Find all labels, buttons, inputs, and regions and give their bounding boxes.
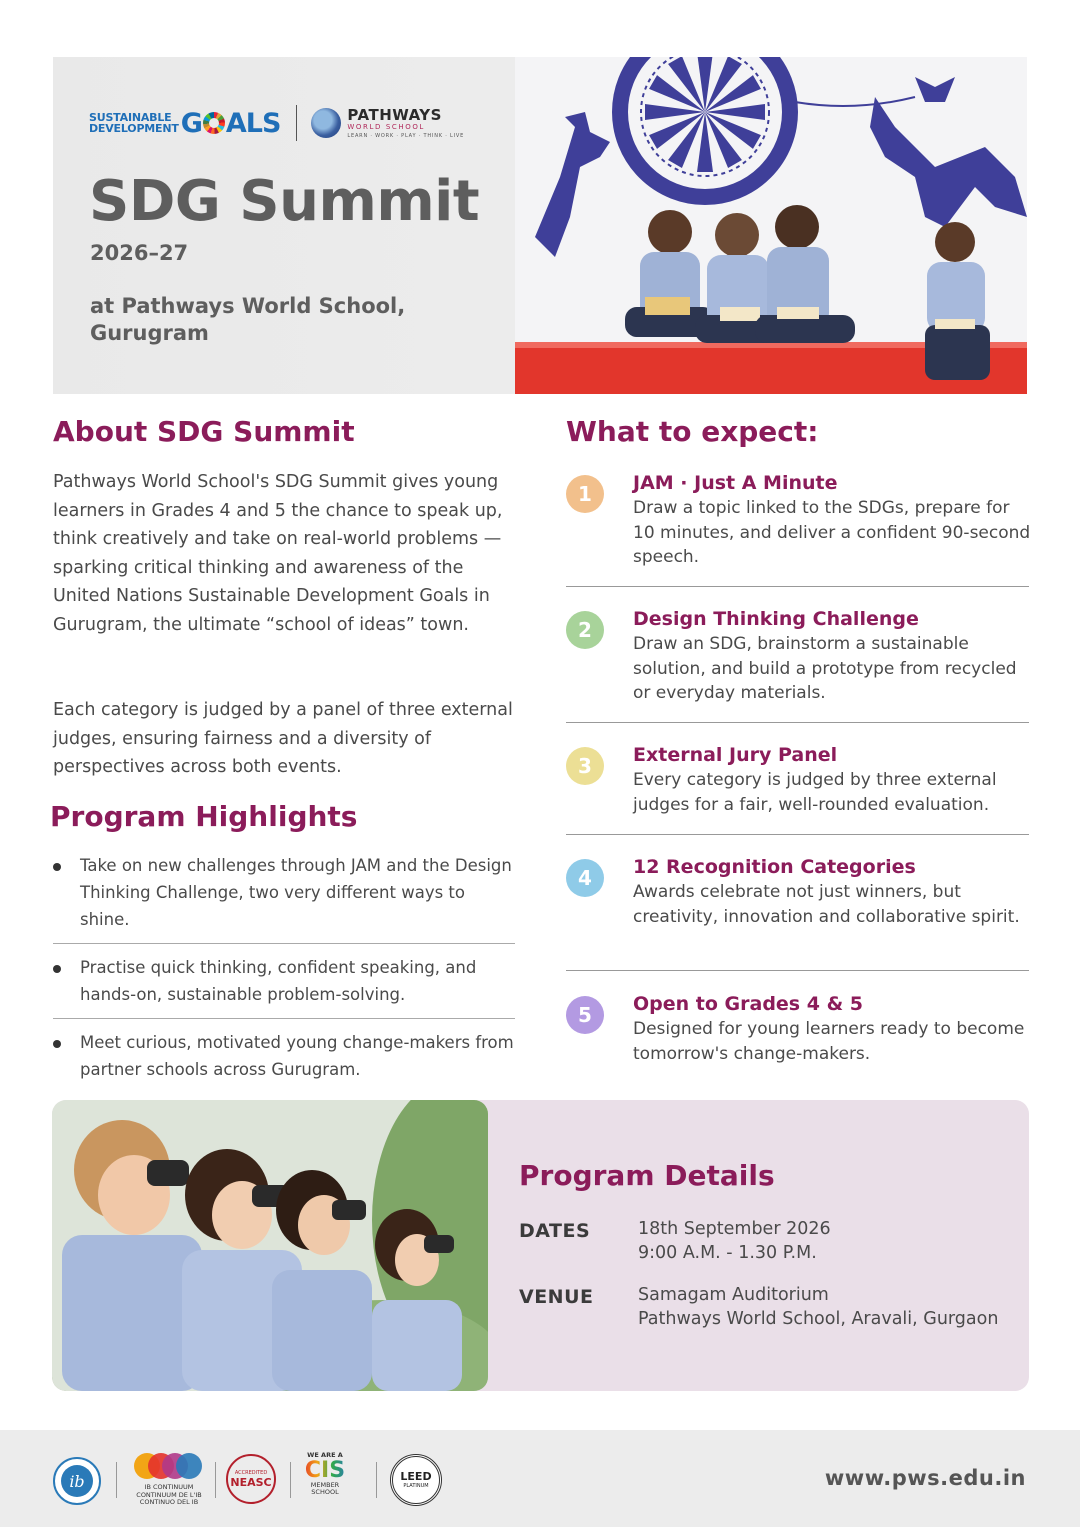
- details-photo-illustration: [52, 1100, 488, 1391]
- page-year: 2026–27: [90, 241, 189, 265]
- page-location: at Pathways World School, Gurugram: [90, 294, 406, 345]
- cis-school-text: SCHOOL: [311, 1488, 339, 1496]
- bullet-icon: [53, 965, 61, 973]
- expect-title: 12 Recognition Categories: [633, 856, 916, 878]
- expect-title: JAM · Just A Minute: [633, 472, 838, 494]
- ib-continuum-es: CONTINUO DEL IB: [139, 1498, 199, 1506]
- cis-logo: [302, 1452, 348, 1497]
- ib-logo: [52, 1456, 102, 1510]
- expect-title: Design Thinking Challenge: [633, 608, 919, 630]
- website-link[interactable]: www.pws.edu.in: [824, 1466, 1026, 1490]
- details-heading: Program Details: [519, 1159, 775, 1192]
- hero-banner: [53, 57, 1027, 394]
- expect-desc: Designed for young learners ready to become tomorrow's change-makers.: [633, 1019, 1025, 1064]
- bullet-icon: [53, 1040, 61, 1048]
- dates-label: DATES: [519, 1220, 591, 1242]
- expect-desc: Awards celebrate not just winners, but creativity, innovation and collaborative spirit.: [633, 882, 1020, 927]
- hero-photo-students-reading: [515, 57, 1027, 394]
- neasc-text: NEASC: [230, 1475, 272, 1489]
- svg-text:ib: ib: [69, 1472, 85, 1491]
- neasc-ring-text: ACCREDITED: [234, 1469, 268, 1476]
- about-paragraph-1: Pathways World School's SDG Summit gives young learners in Grades 4 and 5 the chance to speak up, think creatively and take on real-world problems — sparking critical thinking and awareness of the United Nations Sustainable Development Goals in Gurugram, the ultimate “school of ideas” town.: [53, 472, 503, 635]
- highlight-text: Meet curious, motivated young change-makers from partner schools across Gurugram.: [80, 1033, 514, 1079]
- hero-photo-illustration: [515, 57, 1027, 394]
- list-item: [53, 1029, 515, 1093]
- program-details-card: [52, 1100, 1029, 1391]
- dates-line-2: 9:00 A.M. - 1.30 P.M.: [638, 1243, 817, 1263]
- sdg-logo-line2: DEVELOPMENT: [89, 122, 179, 135]
- divider: [566, 722, 1029, 723]
- expect-heading: What to expect:: [566, 415, 819, 448]
- neasc-logo: [226, 1454, 276, 1504]
- logo-divider: [296, 105, 297, 141]
- number-badge: 4: [566, 859, 604, 897]
- sdg-logo-als: ALS: [225, 107, 281, 139]
- footer-divider: [215, 1462, 216, 1498]
- expect-desc: Draw an SDG, brainstorm a sustainable solution, and build a prototype from recycled or everyday materials.: [633, 634, 1017, 703]
- ib-continuum-logo: [133, 1452, 205, 1507]
- highlights-list: [53, 852, 515, 1093]
- ib-continuum-en: IB CONTINUUM: [144, 1483, 194, 1491]
- ib-seal-icon: [52, 1456, 102, 1506]
- about-paragraph-2: Each category is judged by a panel of three external judges, ensuring fairness and a diversity of perspectives across both events.: [53, 700, 513, 778]
- footer-divider: [290, 1462, 291, 1498]
- divider: [566, 586, 1029, 587]
- sdg-logo-line1: SUSTAINABLE: [89, 111, 172, 124]
- leed-sub-text: PLATINUM: [403, 1483, 429, 1489]
- divider: [566, 834, 1029, 835]
- hero-text-panel: [53, 57, 515, 394]
- venue-label: VENUE: [519, 1286, 594, 1308]
- pws-logo: [311, 107, 464, 140]
- about-heading: About SDG Summit: [53, 415, 355, 448]
- sdg-logo-g: G: [180, 107, 202, 139]
- sdg-logo: [89, 108, 280, 139]
- expect-title: External Jury Panel: [633, 744, 838, 766]
- highlights-heading: Program Highlights: [50, 800, 358, 833]
- divider: [53, 943, 515, 944]
- footer-divider: [376, 1462, 377, 1498]
- footer: [0, 1430, 1080, 1527]
- continuum-circles-icon: [133, 1452, 205, 1480]
- cis-member-text: MEMBER: [310, 1480, 340, 1489]
- divider: [566, 970, 1029, 971]
- divider: [53, 1018, 515, 1019]
- pws-globe-icon: [311, 108, 341, 138]
- expect-title: Open to Grades 4 & 5: [633, 993, 863, 1015]
- logo-row: [89, 105, 464, 141]
- footer-divider: [116, 1462, 117, 1498]
- leed-logo: [390, 1454, 442, 1506]
- bullet-icon: [53, 863, 61, 871]
- list-item: [53, 852, 515, 943]
- details-photo-students-binoculars: [52, 1100, 488, 1391]
- highlight-text: Take on new challenges through JAM and the Design Thinking Challenge, two very different ways to shine.: [80, 856, 512, 929]
- dates-line-1: 18th September 2026: [638, 1219, 831, 1239]
- pws-tagline: LEARN · WORK · PLAY · THINK · LIVE: [347, 132, 465, 139]
- ib-continuum-fr: CONTINUUM DE L'IB: [136, 1490, 202, 1499]
- number-badge: 3: [566, 747, 604, 785]
- venue-line-2: Pathways World School, Aravali, Gurgaon: [638, 1309, 999, 1329]
- cis-top-text: WE ARE A: [307, 1451, 343, 1459]
- expect-desc: Draw a topic linked to the SDGs, prepare for 10 minutes, and deliver a confident 90-second speech.: [633, 498, 1031, 567]
- leed-text: LEED: [400, 1470, 432, 1483]
- venue-line-1: Samagam Auditorium: [638, 1285, 829, 1305]
- sdg-logo-goals: [181, 108, 281, 139]
- number-badge: 5: [566, 996, 604, 1034]
- page-title: SDG Summit: [89, 169, 480, 234]
- cis-text: CIS: [302, 1460, 348, 1482]
- number-badge: 1: [566, 475, 604, 513]
- highlight-text: Practise quick thinking, confident speaking, and hands-on, sustainable problem-solving.: [80, 958, 477, 1004]
- pws-name: PATHWAYS: [347, 105, 442, 124]
- sdg-wheel-icon: [203, 112, 225, 134]
- expect-desc: Every category is judged by three external judges for a fair, well-rounded evaluation.: [633, 770, 997, 815]
- list-item: [53, 954, 515, 1018]
- pws-sub: WORLD SCHOOL: [347, 122, 425, 131]
- number-badge: 2: [566, 611, 604, 649]
